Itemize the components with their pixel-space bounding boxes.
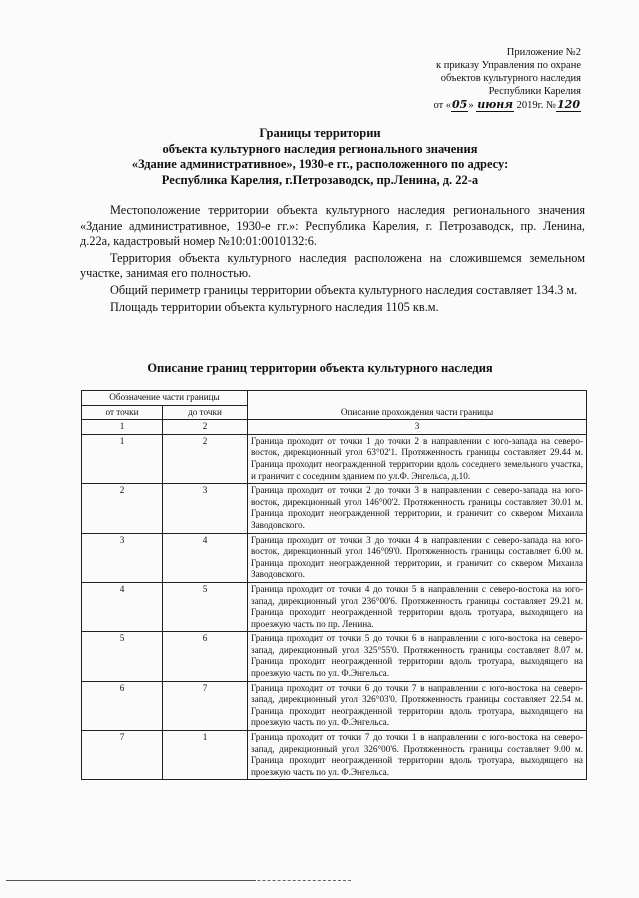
paragraph-territory: Территория объекта культурного наследия расположена на сложившемся земельном участке, занимая его полностью.: [80, 250, 585, 281]
header-boundary-designation: Обозначение части границы: [82, 391, 248, 406]
row-to: 5: [163, 582, 248, 631]
column-number-3: 3: [248, 420, 587, 435]
row-from: 2: [82, 484, 163, 533]
date-year: 2019г. №: [514, 100, 557, 111]
appendix-line-1: Приложение №2: [506, 47, 581, 58]
document-body: [80, 203, 585, 316]
handwritten-number: 120: [557, 98, 580, 111]
header-from-point: от точки: [82, 405, 163, 420]
boundaries-table: [81, 390, 587, 780]
handwritten-day: 05: [452, 98, 468, 111]
table-header-row: [82, 391, 587, 406]
row-description: Граница проходит от точки 4 до точки 5 в направлении с северо-востока на юго-запад, дирекционный угол 236°00'6. Протяженность границы составляет 29.21 м. Граница проходит неогражденной территории вдоль тротуара, выходящего на проезжую часть по пр. Ленина.: [248, 582, 587, 631]
date-prefix: от «: [433, 100, 452, 111]
row-to: 7: [163, 681, 248, 730]
row-to: 6: [163, 632, 248, 681]
table-row: [82, 434, 587, 483]
table-row: [82, 632, 587, 681]
paragraph-perimeter: Общий периметр границы территории объекта культурного наследия составляет 134.3 м.: [110, 282, 578, 297]
title-line-3: «Здание административное», 1930-е гг., расположенного по адресу:: [131, 157, 509, 171]
row-from: 5: [82, 632, 163, 681]
row-from: 1: [82, 434, 163, 483]
table-numbering-row: [82, 420, 587, 435]
document-title: [60, 126, 580, 188]
row-description: Граница проходит от точки 5 до точки 6 в направлении с юго-востока на северо-запад, дирекционный угол 325°55'0. Протяженность границы составляет 8.07 м. Граница проходит неогражденной территории вдоль тротуара, выходящего на проезжую часть по ул. Ф.Энгельса.: [248, 632, 587, 681]
table-row: [82, 582, 587, 631]
title-line-1: Границы территории: [259, 126, 381, 140]
date-mid: »: [468, 100, 477, 111]
paragraph-area: Площадь территории объекта культурного наследия 1105 кв.м.: [110, 299, 439, 314]
row-description: Граница проходит от точки 7 до точки 1 в направлении с юго-востока на северо-запад, дирекционный угол 326°00'6. Протяженность границы составляет 9.00 м. Граница проходит неогражденной территории вдоль тротуара, выходящего на проезжую часть по ул. Ф.Энгельса.: [248, 731, 587, 780]
column-number-1: 1: [82, 420, 163, 435]
paragraph-location: Местоположение территории объекта культурного наследия регионального значения «Здание административное, 1930-е гг.»: Республика Карелия, г. Петрозаводск, пр. Ленина, д.22а, кадастровый номер №10:01:0010132:6.: [80, 203, 585, 249]
appendix-line-2: к приказу Управления по охране: [436, 60, 581, 71]
table-row: [82, 533, 587, 582]
appendix-header: [331, 46, 581, 112]
row-description: Граница проходит от точки 3 до точки 4 в направлении с северо-запада на юго-восток, дирекционный угол 146°09'0. Протяженность границы составляет 6.00 м. Граница проходит неогражденной территории, и граничит со сквером Михаила Заводовского.: [248, 533, 587, 582]
row-from: 3: [82, 533, 163, 582]
appendix-line-4: Республики Карелия: [488, 86, 581, 97]
row-from: 7: [82, 731, 163, 780]
header-to-point: до точки: [163, 405, 248, 420]
appendix-line-3: объектов культурного наследия: [440, 73, 581, 84]
row-description: Граница проходит от точки 6 до точки 7 в направлении с юго-востока на северо-запад, дирекционный угол 326°03'0. Протяженность границы составляет 22.54 м. Граница проходит неогражденной территории вдоль тротуара, выходящего на проезжую часть по ул. Ф.Энгельса.: [248, 681, 587, 730]
handwritten-month: июня: [477, 98, 514, 111]
row-to: 3: [163, 484, 248, 533]
row-from: 4: [82, 582, 163, 631]
row-to: 4: [163, 533, 248, 582]
table-row: [82, 484, 587, 533]
row-description: Граница проходит от точки 1 до точки 2 в направлении с юго-запада на северо-восток, дирекционный угол 63°02'1. Протяженность границы составляет 29.44 м. Граница проходит неогражденной территории вдоль соседнего земельного участка, и граничит с соседним зданием по ул.Ф. Энгельса, д.10.: [248, 434, 587, 483]
section-title: Описание границ территории объекта культурного наследия: [147, 361, 493, 375]
row-from: 6: [82, 681, 163, 730]
title-line-4: Республика Карелия, г.Петрозаводск, пр.Ленина, д. 22-а: [161, 172, 479, 187]
column-number-2: 2: [163, 420, 248, 435]
order-date-line: [331, 98, 581, 112]
footer-rule: [6, 880, 256, 881]
title-line-2: объекта культурного наследия регионального значения: [162, 141, 478, 156]
row-to: 2: [163, 434, 248, 483]
row-description: Граница проходит от точки 2 до точки 3 в направлении с северо-запада на юго-восток, дирекционный угол 146°00'2. Протяженность границы составляет 30.01 м. Граница проходит неогражденной территории, и граничит со сквером Михаила Заводовского.: [248, 484, 587, 533]
table-row: [82, 731, 587, 780]
header-description: Описание прохождения части границы: [248, 391, 587, 420]
row-to: 1: [163, 731, 248, 780]
table-row: [82, 681, 587, 730]
